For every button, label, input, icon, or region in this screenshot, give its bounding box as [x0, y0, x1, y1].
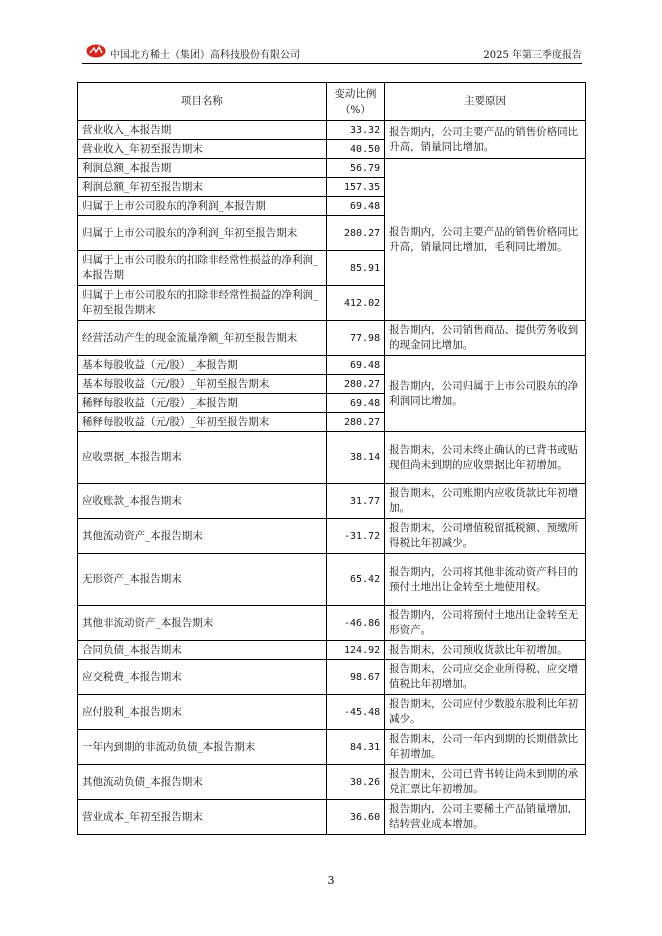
table-row-ratio: 38.14 — [326, 432, 384, 484]
table-row-reason: 报告期末，公司增值税留抵税额、预缴所得税比年初减少。 — [385, 519, 586, 554]
table-row-reason: 报告期内，公司主要稀土产品销量增加，结转营业成本增加。 — [385, 800, 586, 835]
table-row-ratio: 85.91 — [326, 251, 384, 286]
table-row-item: 合同负债_本报告期末 — [78, 641, 327, 660]
table-row-reason: 报告期内，公司主要产品的销售价格同比升高，销量同比增加。 — [385, 121, 586, 159]
table-row-item: 营业收入_年初至报告期末 — [78, 140, 327, 159]
table-row-ratio: 40.50 — [326, 140, 384, 159]
header-divider — [82, 63, 582, 64]
table-row-item: 利润总额_本报告期 — [78, 159, 327, 178]
table-row-ratio: 33.32 — [326, 121, 384, 140]
table-row-ratio: 31.77 — [326, 484, 384, 519]
table-row-reason: 报告期末，公司应付少数股东股利比年初减少。 — [385, 695, 586, 730]
table-row-item: 利润总额_年初至报告期末 — [78, 178, 327, 197]
table-row-item: 基本每股收益（元/股）_年初至报告期末 — [78, 375, 327, 394]
header-main-reason: 主要原因 — [385, 83, 586, 121]
table-row-reason: 报告期末，公司未终止确认的已背书或贴现但尚未到期的应收票据比年初增加。 — [385, 432, 586, 484]
table-row-reason: 报告期内，公司将其他非流动资产科目的预付土地出让金转至土地使用权。 — [385, 554, 586, 606]
header-item-name: 项目名称 — [78, 83, 327, 121]
table-row-reason: 报告期内，公司销售商品、提供劳务收到的现金同比增加。 — [385, 321, 586, 356]
table-row-ratio: 36.60 — [326, 800, 384, 835]
table-row-ratio: 65.42 — [326, 554, 384, 606]
table-row-ratio: 56.79 — [326, 159, 384, 178]
table-row-ratio: 124.92 — [326, 641, 384, 660]
table-row-item: 经营活动产生的现金流量净额_年初至报告期末 — [78, 321, 327, 356]
table-row-ratio: 280.27 — [326, 375, 384, 394]
table-row-reason: 报告期末，公司应交企业所得税、应交增值税比年初增加。 — [385, 660, 586, 695]
table-row-item: 稀释每股收益（元/股）_本报告期 — [78, 394, 327, 413]
change-ratio-table — [77, 82, 586, 835]
table-row-item: 营业收入_本报告期 — [78, 121, 327, 140]
table-row-reason: 报告期末，公司账期内应收货款比年初增加。 — [385, 484, 586, 519]
table-row-item: 归属于上市公司股东的净利润_年初至报告期末 — [78, 216, 327, 251]
table-row-item: 归属于上市公司股东的净利润_本报告期 — [78, 197, 327, 216]
report-title: 2025 年第三季度报告 — [483, 50, 582, 61]
table-row-ratio: -45.48 — [326, 695, 384, 730]
table-row-ratio: 84.31 — [326, 730, 384, 765]
table-row-reason: 报告期内，公司归属于上市公司股东的净利润同比增加。 — [385, 356, 586, 432]
table-row-ratio: 69.48 — [326, 394, 384, 413]
table-row-ratio: 280.27 — [326, 216, 384, 251]
table-row-item: 应付股利_本报告期末 — [78, 695, 327, 730]
table-row-ratio: -46.86 — [326, 606, 384, 641]
header-change-ratio: 变动比例 （%） — [326, 83, 384, 121]
table-row-ratio: 280.27 — [326, 413, 384, 432]
table-row-reason: 报告期内，公司主要产品的销售价格同比升高，销量同比增加，毛利同比增加。 — [385, 159, 586, 321]
table-row-ratio: -31.72 — [326, 519, 384, 554]
table-row-ratio: 157.35 — [326, 178, 384, 197]
table-row-item: 应收票据_本报告期末 — [78, 432, 327, 484]
table-row-ratio: 69.48 — [326, 356, 384, 375]
table-row-ratio: 30.26 — [326, 765, 384, 800]
table-row-item: 其他流动资产_本报告期末 — [78, 519, 327, 554]
table-row-item: 归属于上市公司股东的扣除非经常性损益的净利润_年初至报告期末 — [78, 286, 327, 321]
page-number: 3 — [327, 874, 335, 887]
table-row-item: 基本每股收益（元/股）_本报告期 — [78, 356, 327, 375]
company-logo-icon — [86, 44, 106, 58]
table-row-item: 归属于上市公司股东的扣除非经常性损益的净利润_本报告期 — [78, 251, 327, 286]
table-row-item: 营业成本_年初至报告期末 — [78, 800, 327, 835]
table-row-item: 无形资产_本报告期末 — [78, 554, 327, 606]
table-row-item: 其他非流动资产_本报告期末 — [78, 606, 327, 641]
table-row-ratio: 98.67 — [326, 660, 384, 695]
table-row-item: 稀释每股收益（元/股）_年初至报告期末 — [78, 413, 327, 432]
table-row-ratio: 412.02 — [326, 286, 384, 321]
table-row-reason: 报告期末，公司已背书转让尚未到期的承兑汇票比年初增加。 — [385, 765, 586, 800]
table-row-item: 应收账款_本报告期末 — [78, 484, 327, 519]
table-row-reason: 报告期末，公司预收货款比年初增加。 — [385, 641, 586, 660]
company-name: 中国北方稀土（集团）高科技股份有限公司 — [110, 50, 300, 61]
table-row-reason: 报告期内，公司将预付土地出让金转至无形资产。 — [385, 606, 586, 641]
table-row-reason: 报告期末，公司一年内到期的长期借款比年初增加。 — [385, 730, 586, 765]
table-row-item: 其他流动负债_本报告期末 — [78, 765, 327, 800]
table-row-ratio: 69.48 — [326, 197, 384, 216]
table-row-item: 一年内到期的非流动负债_本报告期末 — [78, 730, 327, 765]
table-row-ratio: 77.98 — [326, 321, 384, 356]
table-row-item: 应交税费_本报告期末 — [78, 660, 327, 695]
page-header — [82, 44, 582, 62]
